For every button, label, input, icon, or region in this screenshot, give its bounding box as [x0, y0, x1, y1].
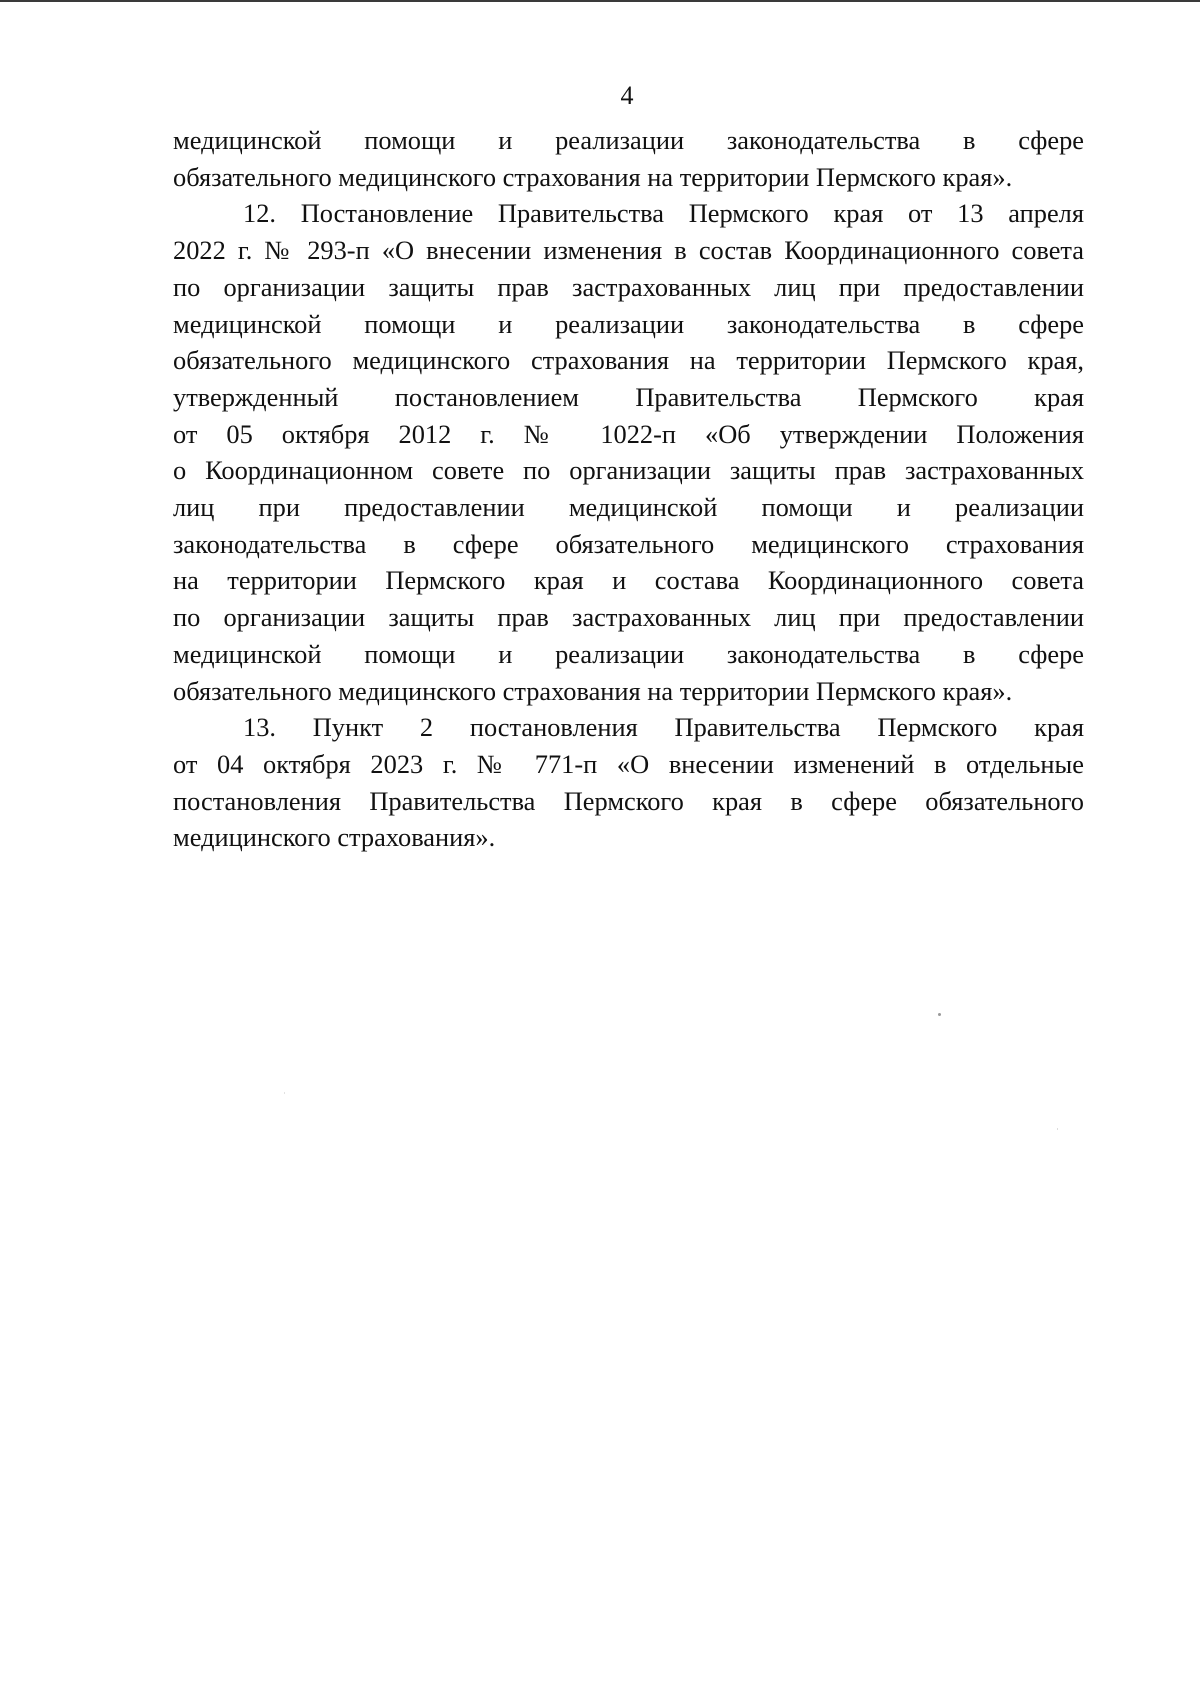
- paragraph-item-13: [173, 709, 1084, 856]
- scan-speck: [284, 1092, 285, 1094]
- scan-speck: [1057, 1128, 1058, 1130]
- text-line: о Координационном совете по организации защиты прав застрахованных: [173, 455, 1084, 486]
- text-line: 13. Пункт 2 постановления Правительства Пермского края: [243, 712, 1084, 743]
- text-line: 12. Постановление Правительства Пермского края от 13 апреля: [243, 198, 1084, 229]
- text-line: медицинской помощи и реализации законодательства в сфере: [173, 125, 1084, 155]
- page-number: 4: [620, 81, 634, 110]
- text-line: законодательства в сфере обязательного медицинского страхования: [173, 528, 1084, 559]
- text-line: постановления Правительства Пермского края в сфере обязательного: [173, 785, 1084, 816]
- text-line: медицинской помощи и реализации законодательства в сфере: [173, 308, 1084, 339]
- text-line: обязательного медицинского страхования на территории Пермского края».: [173, 161, 1013, 192]
- text-line: 2022 г. № 293-п «О внесении изменения в состав Координационного совета: [173, 235, 1084, 266]
- text-line: медицинского страхования».: [173, 822, 496, 853]
- text-line: на территории Пермского края и состава Координационного совета: [173, 565, 1084, 596]
- text-line: обязательного медицинского страхования на территории Пермского края,: [173, 345, 1084, 376]
- scan-top-edge: [0, 0, 1200, 2]
- text-line: по организации защиты прав застрахованных лиц при предоставлении: [173, 602, 1084, 633]
- paragraph-item-12: [173, 195, 1084, 709]
- text-line: от 05 октября 2012 г. № 1022-п «Об утверждении Положения: [173, 418, 1084, 449]
- text-line: утвержденный постановлением Правительства Пермского края: [173, 381, 1084, 412]
- text-line: обязательного медицинского страхования на территории Пермского края».: [173, 675, 1013, 706]
- scan-speck: [938, 1013, 941, 1016]
- text-line: по организации защиты прав застрахованных лиц при предоставлении: [173, 271, 1084, 302]
- document-body: [173, 122, 1084, 856]
- text-line: медицинской помощи и реализации законодательства в сфере: [173, 638, 1084, 669]
- text-line: от 04 октября 2023 г. № 771-п «О внесении изменений в отдельные: [173, 748, 1084, 779]
- paragraph-continuation: [173, 122, 1084, 195]
- text-line: лиц при предоставлении медицинской помощи и реализации: [173, 492, 1084, 523]
